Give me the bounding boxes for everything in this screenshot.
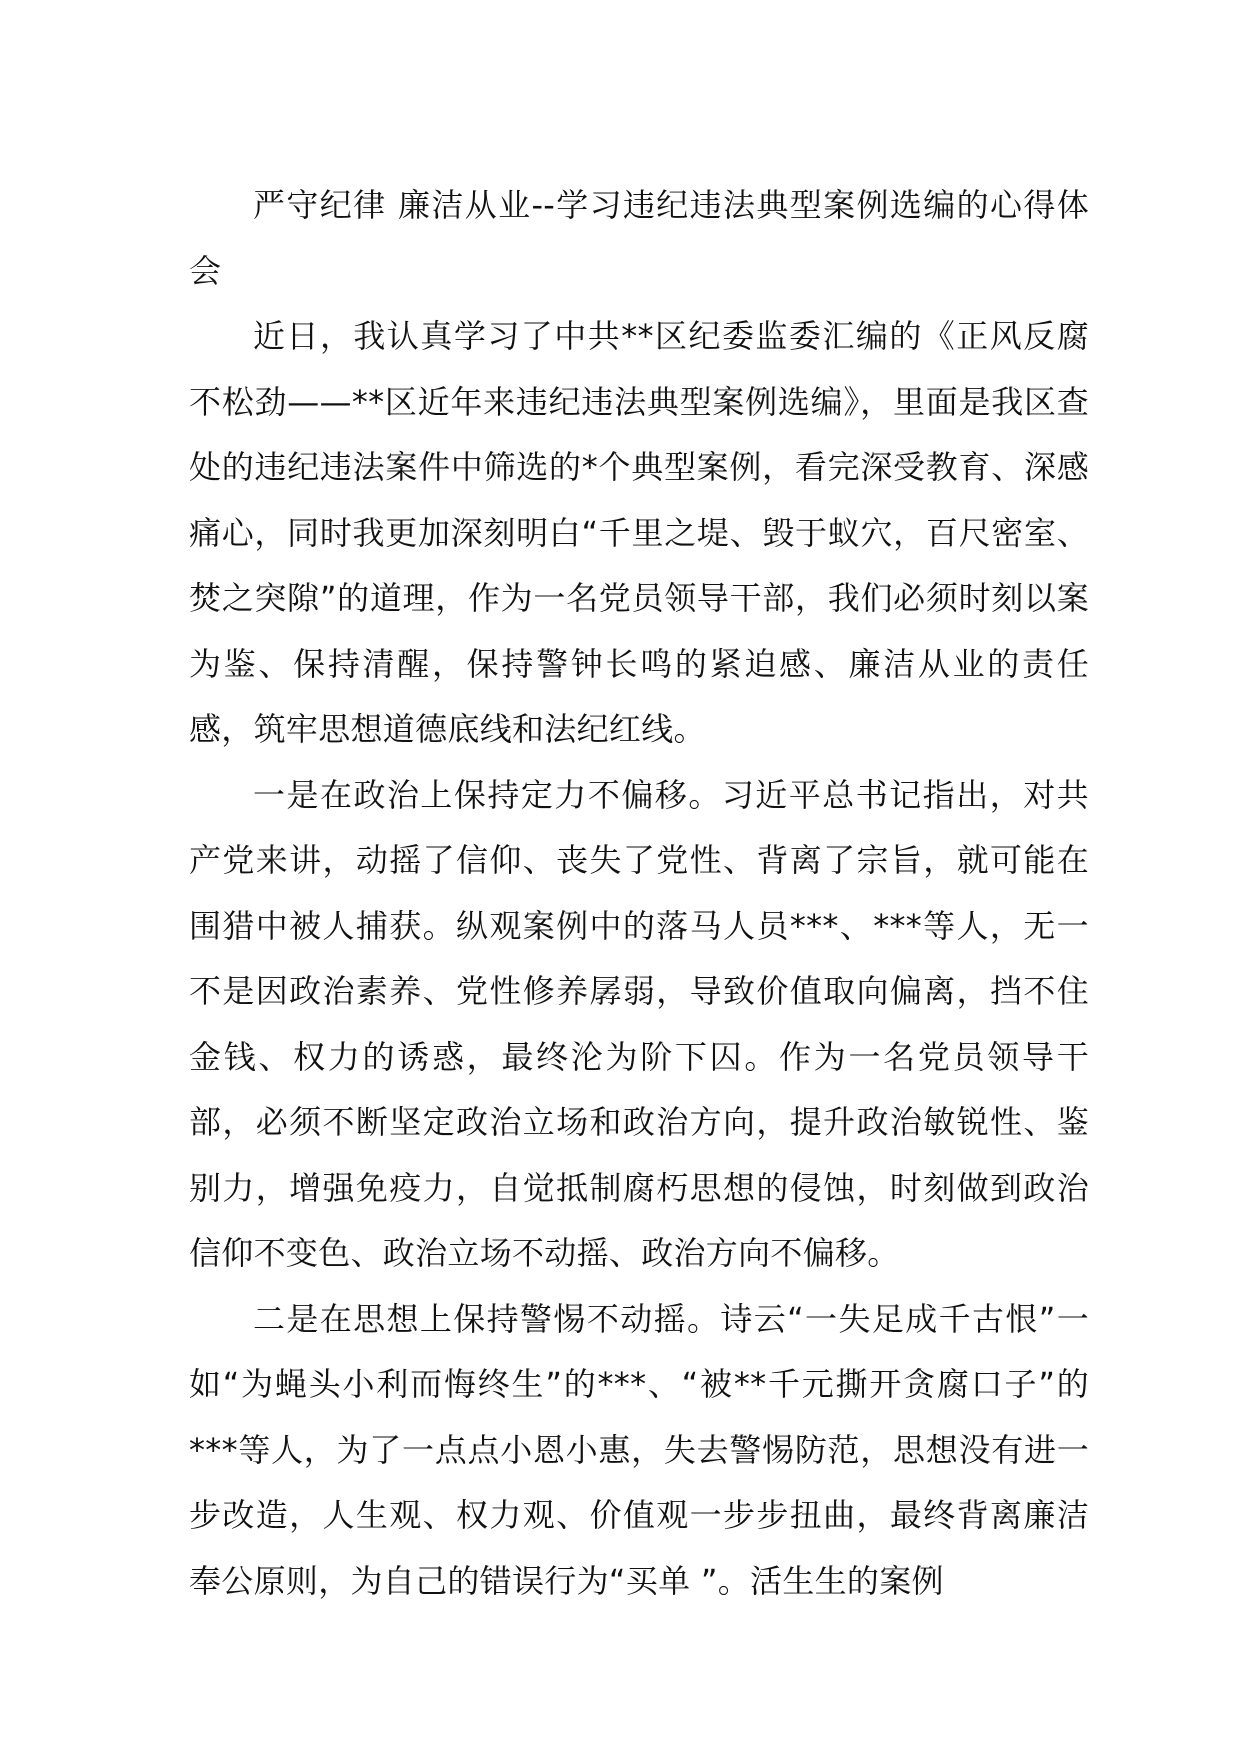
paragraph-political: 一是在政治上保持定力不偏移。习近平总书记指出，对共产党来讲，动摇了信仰、丧失了党性、背离了宗旨，就可能在围猎中被人捕获。纵观案例中的落马人员***、***等人，无一不是因政治素养、党性修养孱弱，导致价值取向偏离，挡不住金钱、权力的诱惑，最终沦为阶下囚。作为一名党员领导干部，必须不断坚定政治立场和政治方向，提升政治敏锐性、鉴别力，增强免疫力，自觉抵制腐朽思想的侵蚀，时刻做到政治信仰不变色、政治立场不动摇、政治方向不偏移。 xyxy=(189,775,1089,1272)
paragraph-intro: 近日，我认真学习了中共**区纪委监委汇编的《正风反腐不松劲——**区近年来违纪违法典型案例选编》，里面是我区查处的违纪违法案件中筛选的*个典型案例，看完深受教育、深感痛心，同时我更加深刻明白“千里之堤、毁于蚁穴，百尺密室、焚之突隙”的道理，作为一名党员领导干部，我们必须时刻以案为鉴、保持清醒，保持警钟长鸣的紧迫感、廉洁从业的责任感，筑牢思想道德底线和法纪红线。 xyxy=(189,317,1089,748)
document-body xyxy=(189,173,1089,1614)
paragraph-ideological: 二是在思想上保持警惕不动摇。诗云“一失足成千古恨”一如“为蝇头小利而悔终生”的***、“被**千元撕开贪腐口子”的***等人，为了一点点小恩小惠，失去警惕防范，思想没有进一步改造，人生观、权力观、价值观一步步扭曲，最终背离廉洁奉公原则，为自己的错误行为“买单 ”。活生生的案例 xyxy=(189,1299,1089,1600)
document-title: 严守纪律 廉洁从业--学习违纪违法典型案例选编的心得体会 xyxy=(189,186,1089,290)
